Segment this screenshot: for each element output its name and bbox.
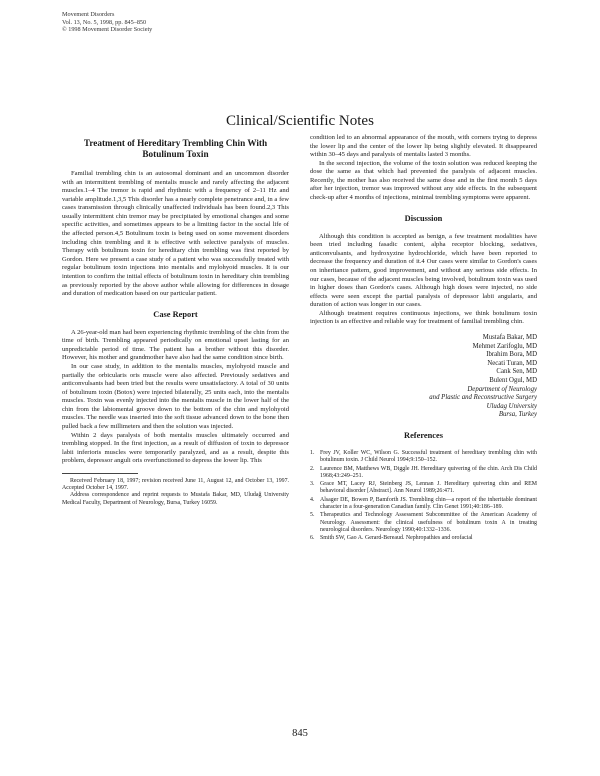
reference-number: 6. bbox=[310, 535, 315, 542]
journal-header bbox=[62, 11, 152, 34]
reference-number: 4. bbox=[310, 496, 315, 503]
author-name: Ibrahim Bora, MD bbox=[486, 351, 537, 359]
reference-number: 5. bbox=[310, 512, 315, 519]
journal-name: Movement Disorders bbox=[62, 11, 115, 18]
reference-item bbox=[310, 512, 537, 534]
footnote bbox=[62, 478, 289, 507]
author-name: Bulent Ogul, MD bbox=[489, 376, 537, 384]
case-paragraph-1: A 26-year-old man had been experiencing rhythmic trembling of the chin from the time of birth. Trembling appeared periodically on emotional upset lasting for an unpredictable period of time. The patient has a brother without this disorder. However, his mother and grandmother have also had the same condition since birth. bbox=[62, 328, 289, 362]
discussion-paragraph-1: Although this condition is accepted as benign, a few treatment modalities have been tried including fasadic content, alpha receptor blocking, sedatives, anticonvulsants, and hydroxyzine hydrochloride, which have been reported to decrease the frequency and duration of it.4 Our cases were similar to Gordon's cases on inheritance pattern, good improvement, and without any serious side effects. In our cases, because of the adjacent muscles being involved, botulinum toxin was used in higher doses than Gordon's cases. Although high doses were injected, no side effects were seen except the partial paralysis of depressor labii angularis, and duration of action was longer in our cases. bbox=[310, 232, 537, 309]
copyright-line: © 1998 Movement Disorder Society bbox=[62, 26, 153, 34]
reference-text: Frey JV, Koller WC, Wilson G. Successful treatment of hereditary trembling chin with botulinum toxin. J Child Neurol 1994;9:150–152. bbox=[320, 449, 537, 464]
author-name: Necati Turan, MD bbox=[487, 359, 537, 367]
reference-item bbox=[310, 497, 537, 512]
page-number: 845 bbox=[292, 728, 308, 739]
reference-item bbox=[310, 450, 537, 465]
reference-item bbox=[310, 535, 537, 542]
continued-paragraph: condition led to an abnormal appearance of the mouth, with corners trying to depress the lower lip and the center of the lower lip being slightly elevated. It disappeared within 30–45 days and paralysis of mentalis lasted 3 months. bbox=[310, 134, 537, 159]
left-column bbox=[62, 134, 289, 507]
author-block bbox=[310, 334, 537, 420]
intro-paragraph: Familial trembling chin is an autosomal dominant and an uncommon disorder with an intermittent trembling of mentalis muscle and rarely affecting the adjacent muscles.1–4 The tremor is rapid and rhythmic with a frequency of 2–11 Hz and variable amplitude.1,3,5 This disorder has a nearly complete penetrance and, in a few cases transmission through clinically unaffected individuals has been found.2,3 This usually intermittent chin tremor may be precipitated by emotional changes and some specific activities, and sometimes appears to be a limiting factor in the social life of the affected person.4,5 Botulinum toxin is being used on some movement disorders including chin trembling and it is effective with selective paralysis of muscles. Therapy with botulinum toxin for hereditary chin trembling was first reported by Gordon. Here we present a case study of a patient who was successfully treated with regular botulinum toxin injections into mentalis and mylohyoid muscles. It is our intention to confirm the initial effects of botulinum toxin in hereditary chin trembling as previously reported by the above author while allowing for differences in dosage and duration of medication based on our particular patient. bbox=[62, 170, 289, 298]
reference-text: Laurence BM, Matthews WB, Diggle JH. Hereditary quivering of the chin. Arch Dis Child 1968;43:249–251. bbox=[320, 465, 537, 479]
footnote-received: Received February 18, 1997; revision received June 11, August 12, and October 13, 1997. Accepted October 14, 1997. bbox=[62, 477, 289, 492]
author-name: Cank Sen, MD bbox=[496, 368, 537, 376]
case-paragraph-3: Within 2 days paralysis of both mentalis muscles ultimately occurred and trembling stopped. In the first injection, as a result of diffusion of toxin to depressor labii inferioris muscles were temporarily paralyzed, and as a result, despite this problem, depressor anguli oris overfunctioned to depress the lower lip. This bbox=[62, 431, 289, 465]
reference-text: Therapeutics and Technology Assessment Subcommittee of the American Academy of Neurology. Assessment: the clinical usefulness of botulinum toxin A in treating neurological disorders. Neurology 1990;40:1332–1336. bbox=[320, 512, 537, 533]
reference-item bbox=[310, 466, 537, 481]
discussion-paragraph-2: Although treatment requires continuous injections, we think botulinum toxin injection is an effective and reliable way for treatment of familial trembling chin. bbox=[310, 309, 537, 326]
reference-item bbox=[310, 481, 537, 496]
volume-line: Vol. 13, No. 5, 1998, pp. 845–850 bbox=[62, 18, 147, 26]
case-paragraph-2: In our case study, in addition to the mentalis muscles, mylohyoid muscle and partially the orbicularis oris muscle were also affected. Previously sedatives and anticonvulsants had been tried but the results were unsatisfactory. A total of 30 units of botulinum toxin (Botox) were injected bilaterally, 25 units each, into the mentalis muscles. Toxin was evenly injected into the mentalis muscle in the lower half of the chin from the labiomental groove down to the bottom of the chin and mylohyoid muscles. The needle was inserted into the soft tissue advanced down to the bone then pulled back a few millimeters and then the solution was injected. bbox=[62, 362, 289, 431]
reference-text: Grace MT, Lacey RJ, Steinberg JS, Lennan J. Hereditary quivering chin and REM behavioral disorder [Abstract]. Ann Neurol 1989;26:471. bbox=[320, 481, 537, 495]
reference-number: 2. bbox=[310, 465, 315, 472]
author-name: Mustafa Bakar, MD bbox=[482, 333, 537, 341]
author-name: Mehmet Zarifoglu, MD bbox=[472, 342, 537, 350]
author-affiliation: Uludag University bbox=[486, 402, 537, 410]
author-affiliation: Bursa, Turkey bbox=[498, 411, 537, 419]
second-injection-paragraph: In the second injection, the volume of the toxin solution was reduced keeping the dose the same as that which had prevented the paralysis of adjacent muscles. Recently, the mother has also received the same dose and in the first month 5 days after her injection, tremor was improved without any side effects. In the subsequent check-up after 4 months of injections, minimal trembling symptoms were apparent. bbox=[310, 159, 537, 202]
author-affiliation: Department of Neurology bbox=[467, 385, 537, 393]
reference-text: Alsager DE, Bowen P, Bamforth JS. Trembling chin—a report of the inheritable dominant character in a four-generation Canadian family. Clin Genet 1991;40:186–189. bbox=[320, 496, 537, 510]
case-report-heading: Case Report bbox=[153, 309, 198, 319]
author-affiliation: and Plastic and Reconstructive Surgery bbox=[429, 394, 537, 402]
references-heading: References bbox=[404, 430, 443, 440]
footnote-divider bbox=[62, 473, 138, 474]
article-title: Treatment of Hereditary Trembling Chin With Botulinum Toxin bbox=[83, 138, 268, 159]
reference-number: 3. bbox=[310, 481, 315, 488]
reference-list bbox=[310, 450, 537, 543]
right-column bbox=[310, 134, 537, 543]
section-title: Clinical/Scientific Notes bbox=[226, 113, 374, 129]
footnote-address: Address correspondence and reprint requests to Mustafa Bakar, MD, Uludağ University Medical Faculty, Department of Neurology, Bursa, Turkey 16059. bbox=[62, 492, 289, 506]
reference-number: 1. bbox=[310, 449, 315, 456]
discussion-heading: Discussion bbox=[404, 213, 443, 223]
reference-text: Smith SW, Gao A. Gerard-Bereaud. Nephropathies and orofacial bbox=[320, 535, 473, 542]
